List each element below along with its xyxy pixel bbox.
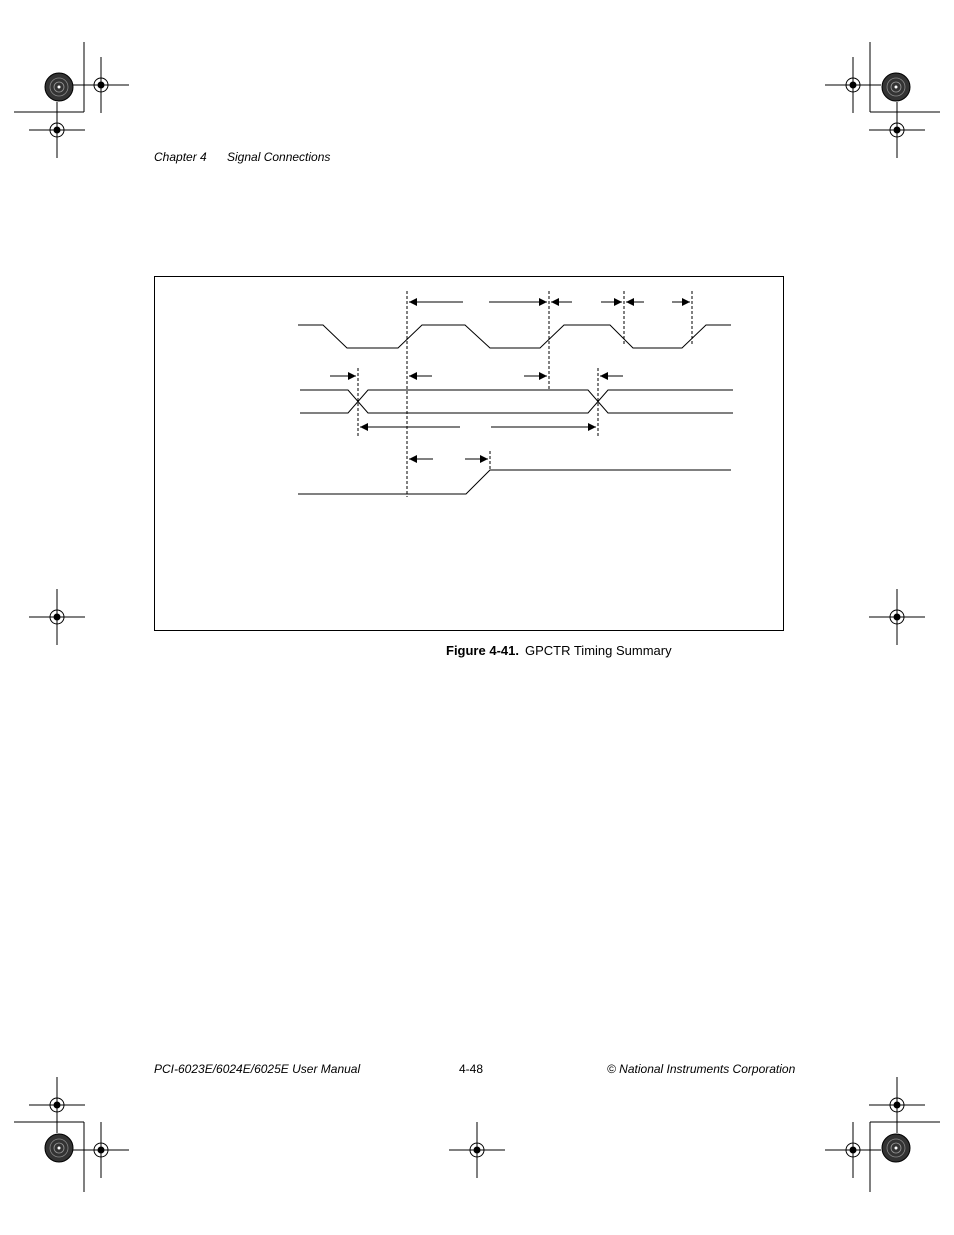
chapter-label: Chapter 4 (154, 150, 207, 164)
figure-title: GPCTR Timing Summary (524, 643, 672, 658)
section-label: Signal Connections (227, 150, 331, 164)
footer-page-number: 4-48 (459, 1062, 484, 1076)
figure-number: Figure 4-41. (446, 643, 519, 658)
footer-copyright: © National Instruments Corporation (607, 1062, 796, 1076)
source-clock-waveform (298, 325, 731, 348)
out-waveform (298, 470, 731, 494)
footer-manual-title: PCI-6023E/6024E/6025E User Manual (154, 1062, 361, 1076)
figure-caption (446, 643, 672, 658)
